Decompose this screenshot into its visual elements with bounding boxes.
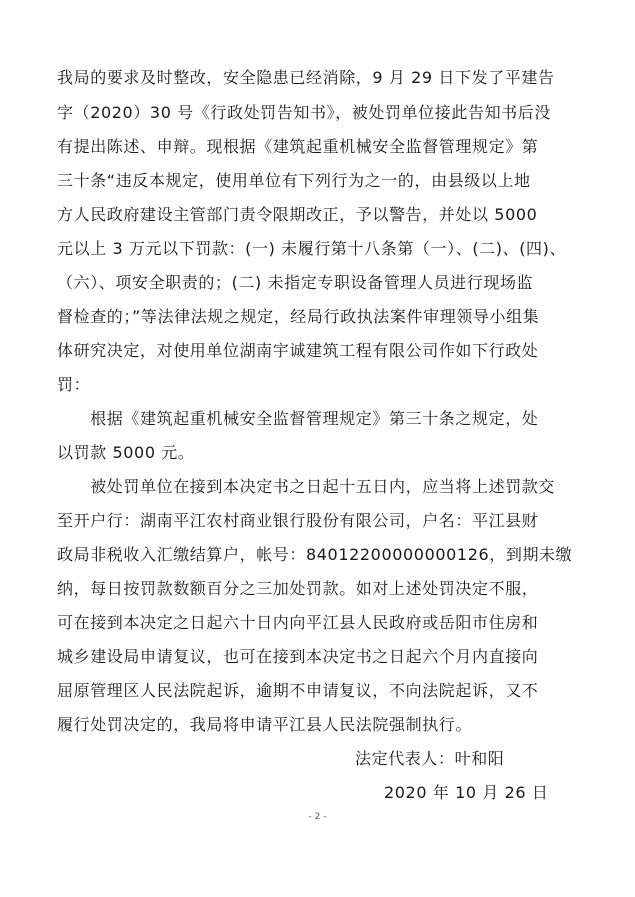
body-text-line: 体研究决定，对使用单位湖南宇诚建筑工程有限公司作如下行政处 — [57, 341, 539, 360]
payment-paragraph-line: 可在接到本决定之日起六十日内向平江县人民政府或岳阳市住房和 — [57, 613, 539, 632]
body-text-line: （六）、项安全职责的；(二) 未指定专职设备管理人员进行现场监 — [57, 273, 534, 292]
signature-date: 2020 年 10 月 26 日 — [384, 783, 549, 802]
page-number: - 2 - — [308, 812, 327, 822]
payment-paragraph-line: 履行处罚决定的，我局将申请平江县人民法院强制执行。 — [57, 715, 473, 734]
body-text-line: 元以上 3 万元以下罚款：(一) 未履行第十八条第（一）、(二)、(四)、 — [57, 239, 567, 258]
payment-paragraph-line: 纳，每日按罚款数额百分之三加处罚款。如对上述处罚决定不服， — [57, 579, 539, 598]
body-text-line: 方人民政府建设主管部门责令限期改正，予以警告，并处以 5000 — [57, 205, 538, 224]
decision-paragraph-line: 以罚款 5000 元。 — [57, 443, 195, 462]
legal-representative: 法定代表人：叶和阳 — [355, 749, 505, 768]
body-text-line: 督检查的；”等法律法规之规定，经局行政执法案件审理领导小组集 — [57, 307, 540, 326]
body-text-line: 字（2020）30 号《行政处罚告知书》，被处罚单位接此告知书后没 — [57, 103, 551, 122]
body-text-line: 有提出陈述、申辩。现根据《建筑起重机械安全监督管理规定》第 — [57, 137, 539, 156]
body-text-line: 罚： — [57, 375, 91, 394]
payment-paragraph-line: 政局非税收入汇缴结算户，帐号：84012200000000126，到期未缴 — [57, 545, 573, 564]
decision-paragraph-line: 根据《建筑起重机械安全监督管理规定》第三十条之规定，处 — [57, 409, 539, 428]
payment-paragraph-line: 至开户行：湖南平江农村商业银行股份有限公司，户名：平江县财 — [57, 511, 539, 530]
payment-paragraph-line: 被处罚单位在接到本决定书之日起十五日内，应当将上述罚款交 — [57, 477, 556, 496]
payment-paragraph-line: 城乡建设局申请复议，也可在接到本决定书之日起六个月内直接向 — [57, 647, 539, 666]
payment-paragraph-line: 屈原管理区人民法院起诉，逾期不申请复议，不向法院起诉，又不 — [57, 681, 539, 700]
body-text-line: 我局的要求及时整改，安全隐患已经消除，9 月 29 日下发了平建告 — [57, 68, 555, 87]
body-text-line: 三十条“违反本规定，使用单位有下列行为之一的，由县级以上地 — [57, 171, 531, 190]
